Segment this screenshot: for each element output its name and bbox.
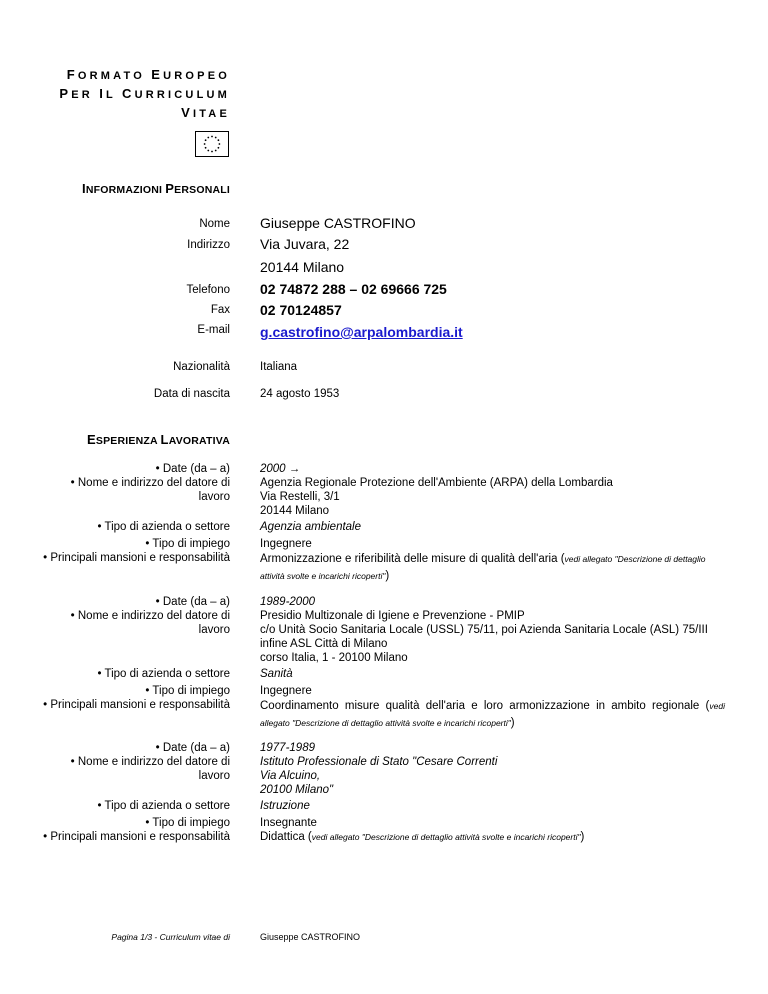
employer-label-cont: lavoro — [198, 491, 230, 503]
cv-title — [59, 66, 230, 123]
entry3-duties-close: ) — [580, 831, 585, 843]
nationality-value: Italiana — [260, 361, 298, 373]
duties-label: • Principali mansioni e responsabilità — [43, 831, 230, 843]
eu-flag-logo — [195, 131, 229, 157]
sector-label: • Tipo di azienda o settore — [97, 800, 230, 812]
fax-value: 02 70124857 — [260, 302, 342, 318]
dates-label: • Date (da – a) — [155, 596, 230, 608]
job-type-label: • Tipo di impiego — [145, 538, 230, 550]
nationality-label: Nazionalità — [173, 361, 230, 373]
entry1-employer-line: 20144 Milano — [260, 505, 330, 517]
entry3-duties-text: Didattica ( — [260, 831, 312, 843]
birth-label: Data di nascita — [153, 388, 230, 400]
entry3-labels-b — [10, 799, 230, 844]
entry2-employer-line: infine ASL Città di Milano — [260, 638, 388, 650]
sector-label: • Tipo di azienda o settore — [97, 521, 230, 533]
entry3-duties-note: vedi allegato "Descrizione di dettaglio attività svolte e incarichi ricoperti" — [311, 832, 581, 842]
dates-label: • Date (da – a) — [155, 463, 230, 475]
sector-label: • Tipo di azienda o settore — [97, 668, 230, 680]
entry2-values-b — [260, 667, 725, 732]
entry2-labels-b — [10, 667, 230, 712]
work-experience-heading: ESPERIENZA LAVORATIVA — [87, 432, 230, 447]
entry3-job-type: Insegnante — [260, 817, 317, 829]
email-label: E-mail — [197, 324, 230, 336]
entry3-sector: Istruzione — [260, 800, 310, 812]
job-type-label: • Tipo di impiego — [145, 685, 230, 697]
fax-label: Fax — [210, 304, 230, 316]
entry3-employer-line: Istituto Professionale di Stato "Cesare Correnti — [260, 756, 498, 768]
dates-label: • Date (da – a) — [155, 742, 230, 754]
entry2-duties — [260, 698, 725, 732]
address-line2: 20144 Milano — [260, 259, 345, 275]
entry1-duties-note: vedi allegato "Descrizione di dettaglio attività svolte e incarichi ricoperti" — [260, 554, 706, 581]
eu-stars-icon — [196, 132, 228, 156]
entry3-values-b — [260, 799, 725, 844]
phone-label: Telefono — [186, 284, 230, 296]
footer-name: Giuseppe CASTROFINO — [260, 932, 361, 942]
entry3-employer-line: 20100 Milano" — [260, 784, 334, 796]
entry3-duties — [260, 830, 725, 844]
entry2-labels-a — [10, 595, 230, 637]
cv-title-line2: PER IL CURRICULUM — [59, 86, 230, 101]
entry2-values-a — [260, 595, 725, 665]
entry3-values-a — [260, 741, 725, 797]
cv-title-line3: VITAE — [181, 105, 230, 120]
entry1-dates: 2000 → — [260, 463, 301, 475]
phone-value: 02 74872 288 – 02 69666 725 — [260, 281, 447, 297]
entry1-employer-line: Via Restelli, 3/1 — [260, 491, 340, 503]
employer-label: • Nome e indirizzo del datore di — [70, 477, 230, 489]
entry3-employer-line: Via Alcuino, — [260, 770, 321, 782]
entry1-duties — [260, 551, 725, 585]
entry2-employer-line: Presidio Multizonale di Igiene e Prevenzione - PMIP — [260, 610, 525, 622]
entry2-duties-text: Coordinamento misure qualità dell'aria e loro armonizzazione in ambito regionale ( — [260, 700, 710, 712]
entry1-values-b — [260, 520, 725, 585]
entry3-dates: 1977-1989 — [260, 742, 315, 754]
entry1-labels-b — [10, 520, 230, 565]
entry2-employer-line: corso Italia, 1 - 20100 Milano — [260, 652, 408, 664]
entry2-duties-note: vedi allegato "Descrizione di dettaglio attività svolte e incarichi ricoperti" — [260, 701, 725, 728]
duties-label: • Principali mansioni e responsabilità — [43, 552, 230, 564]
address-line1: Via Juvara, 22 — [260, 236, 350, 252]
entry2-employer-line: c/o Unità Socio Sanitaria Locale (USSL) 75/11, poi Azienda Sanitaria Locale (ASL) 75/III — [260, 624, 708, 636]
email-container — [260, 324, 463, 340]
entry2-job-type: Ingegnere — [260, 685, 312, 697]
entry1-duties-close: ) — [385, 570, 390, 582]
address-label: Indirizzo — [187, 239, 230, 251]
cv-title-line1: FORMATO EUROPEO — [66, 67, 230, 82]
entry1-duties-text: Armonizzazione e riferibilità delle misure di qualità dell'aria ( — [260, 553, 565, 565]
name-value: Giuseppe CASTROFINO — [260, 215, 416, 231]
entry1-labels-a — [10, 462, 230, 504]
entry2-duties-close: ) — [510, 717, 515, 729]
job-type-label: • Tipo di impiego — [145, 817, 230, 829]
personal-info-heading: INFORMAZIONI PERSONALI — [82, 181, 230, 196]
employer-label: • Nome e indirizzo del datore di — [70, 610, 230, 622]
entry1-job-type: Ingegnere — [260, 538, 312, 550]
entry2-sector: Sanità — [260, 668, 293, 680]
entry1-employer-line: Agenzia Regionale Protezione dell'Ambiente (ARPA) della Lombardia — [260, 477, 613, 489]
entry2-dates: 1989-2000 — [260, 596, 315, 608]
name-label: Nome — [199, 218, 230, 230]
employer-label-cont: lavoro — [198, 770, 230, 782]
birth-value: 24 agosto 1953 — [260, 388, 340, 400]
duties-label: • Principali mansioni e responsabilità — [43, 699, 230, 711]
email-link[interactable]: g.castrofino@arpalombardia.it — [260, 324, 463, 340]
entry1-values-a — [260, 462, 725, 518]
footer-page-info: Pagina 1/3 - Curriculum vitae di — [111, 932, 230, 942]
employer-label: • Nome e indirizzo del datore di — [70, 756, 230, 768]
employer-label-cont: lavoro — [198, 624, 230, 636]
entry1-sector: Agenzia ambientale — [260, 521, 362, 533]
entry3-labels-a — [10, 741, 230, 783]
